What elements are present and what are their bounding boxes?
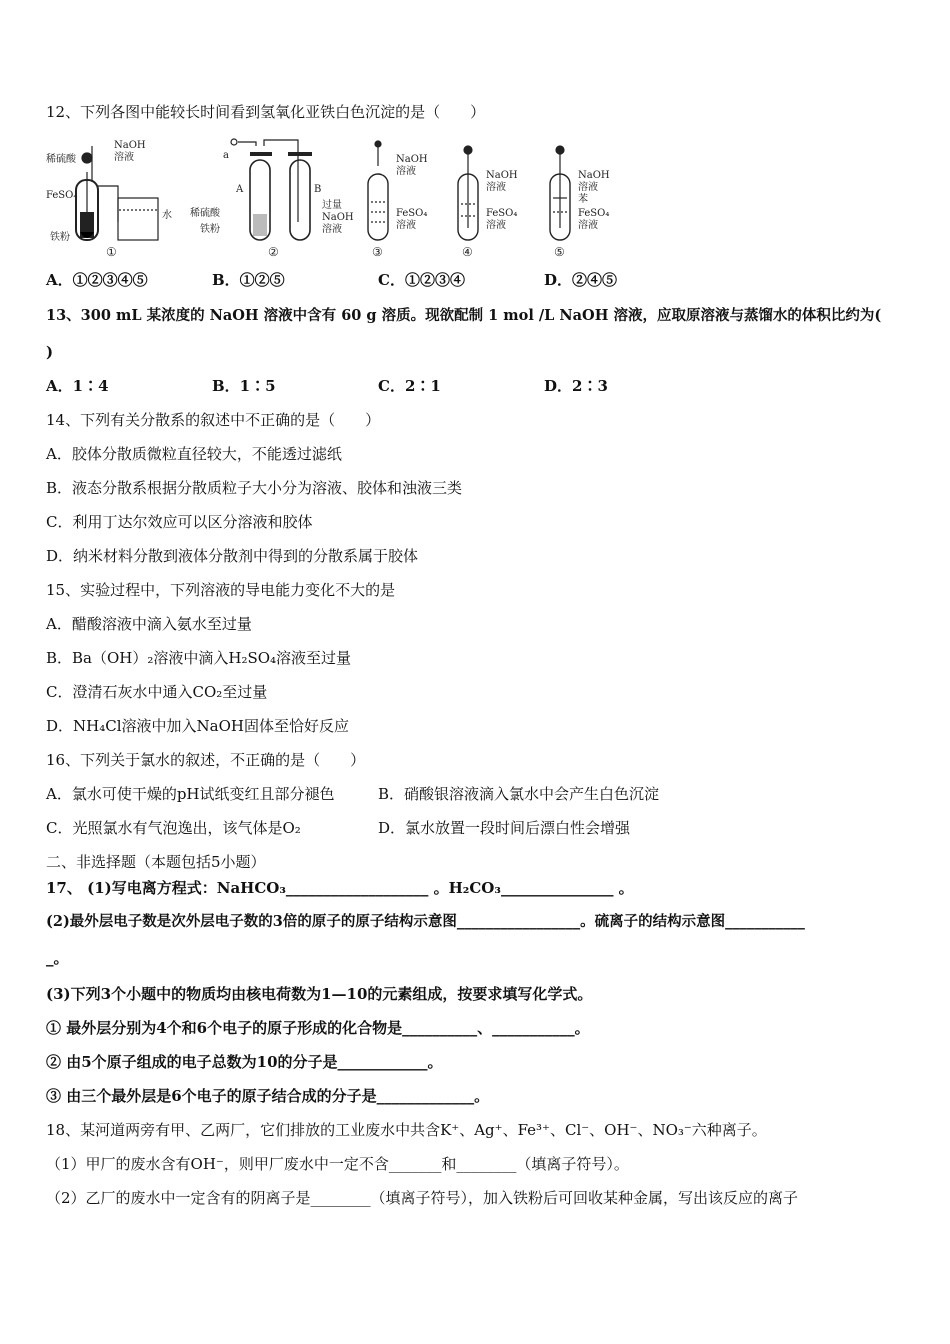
q13-option-a: A．1∶4 bbox=[46, 377, 109, 395]
fig4-label: NaOH bbox=[486, 170, 518, 181]
q12-figure-strip bbox=[40, 132, 640, 264]
q15-option-c: C．澄清石灰水中通入CO₂至过量 bbox=[46, 683, 268, 701]
fig1-label: 稀硫酸 bbox=[46, 154, 76, 165]
fig5-label: 溶液 bbox=[578, 220, 598, 231]
q17-line-1: 17、 (1)写电离方程式：NaHCO₃___________________ 。H₂CO₃_______________ 。 bbox=[46, 879, 634, 897]
q12-option-a: A．①②③④⑤ bbox=[46, 271, 148, 289]
q17-line-2: (2)最外层电子数是次外层电子数的3倍的原子的原子结构示意图_________________。硫离子的结构示意图___________ bbox=[46, 913, 805, 930]
fig1-number: ① bbox=[106, 245, 117, 259]
fig1-label: 水 bbox=[162, 210, 172, 221]
figure-4 bbox=[458, 146, 518, 259]
q14-option-c: C．利用丁达尔效应可以区分溶液和胶体 bbox=[46, 513, 313, 531]
q13-option-c: C．2∶1 bbox=[378, 377, 441, 395]
fig3-label: NaOH bbox=[396, 154, 428, 165]
fig1-label: FeSO₄ bbox=[46, 190, 78, 201]
fig2-label: 稀硫酸 bbox=[190, 208, 220, 219]
fig4-label: 溶液 bbox=[486, 182, 506, 193]
q18-line-2: （1）甲厂的废水含有OH⁻，则甲厂废水中一定不含_______和________（填离子符号）。 bbox=[46, 1155, 629, 1173]
q16-option-d: D．氯水放置一段时间后漂白性会增强 bbox=[378, 819, 631, 837]
fig4-number: ④ bbox=[462, 245, 473, 259]
fig1-label: 铁粉 bbox=[50, 232, 70, 243]
fig2-label: B bbox=[314, 184, 322, 195]
q12-option-d: D．②④⑤ bbox=[544, 271, 618, 289]
fig4-label: 溶液 bbox=[486, 220, 506, 231]
fig3-label: 溶液 bbox=[396, 220, 416, 231]
figure-2 bbox=[190, 139, 354, 259]
fig2-label: NaOH bbox=[322, 212, 354, 223]
q14-option-b: B．液态分散系根据分散质粒子大小分为溶液、胶体和浊液三类 bbox=[46, 479, 463, 497]
fig2-number: ② bbox=[268, 245, 279, 259]
q13-stem-end: ) bbox=[46, 343, 54, 361]
q12-option-b: B．①②⑤ bbox=[212, 271, 285, 289]
fig5-label: FeSO₄ bbox=[578, 208, 610, 219]
q16-stem: 16、下列关于氯水的叙述，不正确的是（ ） bbox=[46, 751, 366, 769]
q13-option-d: D．2∶3 bbox=[544, 377, 608, 395]
q17-line-3: (3)下列3个小题中的物质均由核电荷数为1—10的元素组成，按要求填写化学式。 bbox=[46, 985, 593, 1003]
fig4-label: FeSO₄ bbox=[486, 208, 518, 219]
q15-option-b: B．Ba（OH）₂溶液中滴入H₂SO₄溶液至过量 bbox=[46, 649, 352, 667]
fig2-label: A bbox=[236, 184, 244, 195]
fig1-beaker bbox=[118, 198, 158, 240]
q17-line-6: ③ 由三个最外层是6个电子的原子结合成的分子是_____________。 bbox=[46, 1087, 490, 1105]
fig3-number: ③ bbox=[372, 245, 383, 259]
section-heading: 二、非选择题（本题包括5小题） bbox=[46, 853, 266, 871]
fig3-label: FeSO₄ bbox=[396, 208, 428, 219]
fig3-label: 溶液 bbox=[396, 166, 416, 177]
q15-option-d: D．NH₄Cl溶液中加入NaOH固体至恰好反应 bbox=[46, 717, 349, 735]
q15-option-a: A．醋酸溶液中滴入氨水至过量 bbox=[46, 615, 252, 633]
q15-stem: 15、实验过程中，下列溶液的导电能力变化不大的是 bbox=[46, 581, 396, 599]
q16-option-a: A．氯水可使干燥的pH试纸变红且部分褪色 bbox=[46, 785, 335, 803]
fig5-label: NaOH bbox=[578, 170, 610, 181]
fig2-label: 溶液 bbox=[322, 224, 342, 235]
figure-3 bbox=[368, 141, 428, 259]
q17-line-2b: _。 bbox=[46, 949, 69, 967]
fig5-label: 溶液 bbox=[578, 182, 598, 193]
q12-option-c: C．①②③④ bbox=[378, 271, 465, 289]
q14-stem: 14、下列有关分散系的叙述中不正确的是（ ） bbox=[46, 411, 381, 429]
fig2-label: a bbox=[223, 150, 229, 161]
q17-line-5: ② 由5个原子组成的电子总数为10的分子是____________。 bbox=[46, 1053, 443, 1071]
q14-option-d: D．纳米材料分散到液体分散剂中得到的分散系属于胶体 bbox=[46, 547, 419, 565]
q13-stem: 13、300 mL 某浓度的 NaOH 溶液中含有 60 g 溶质。现欲配制 1 mol /L NaOH 溶液，应取原溶液与蒸馏水的体积比约为( bbox=[46, 307, 882, 324]
fig5-label: 苯 bbox=[578, 194, 588, 205]
q16-option-c: C．光照氯水有气泡逸出，该气体是O₂ bbox=[46, 819, 301, 837]
fig1-label: NaOH bbox=[114, 140, 146, 151]
q16-option-b: B．硝酸银溶液滴入氯水中会产生白色沉淀 bbox=[378, 785, 660, 803]
q18-line-1: 18、某河道两旁有甲、乙两厂，它们排放的工业废水中共含K⁺、Ag⁺、Fe³⁺、Cl⁻、OH⁻、NO₃⁻六种离子。 bbox=[46, 1121, 767, 1139]
figure-5 bbox=[550, 146, 610, 259]
fig2-label: 过量 bbox=[322, 200, 342, 211]
figure-1 bbox=[46, 140, 172, 259]
fig1-label: 溶液 bbox=[114, 152, 134, 163]
q14-option-a: A．胶体分散质微粒直径较大，不能透过滤纸 bbox=[46, 445, 342, 463]
fig5-number: ⑤ bbox=[554, 245, 565, 259]
q13-option-b: B．1∶5 bbox=[212, 377, 276, 395]
q17-line-4: ① 最外层分别为4个和6个电子的原子形成的化合物是__________、___________。 bbox=[46, 1019, 590, 1037]
q18-line-3: （2）乙厂的废水中一定含有的阴离子是________（填离子符号），加入铁粉后可回收某种金属，写出该反应的离子 bbox=[46, 1189, 799, 1207]
fig2-label: 铁粉 bbox=[200, 224, 220, 235]
q12-stem: 12、下列各图中能较长时间看到氢氧化亚铁白色沉淀的是（ ） bbox=[46, 103, 486, 121]
